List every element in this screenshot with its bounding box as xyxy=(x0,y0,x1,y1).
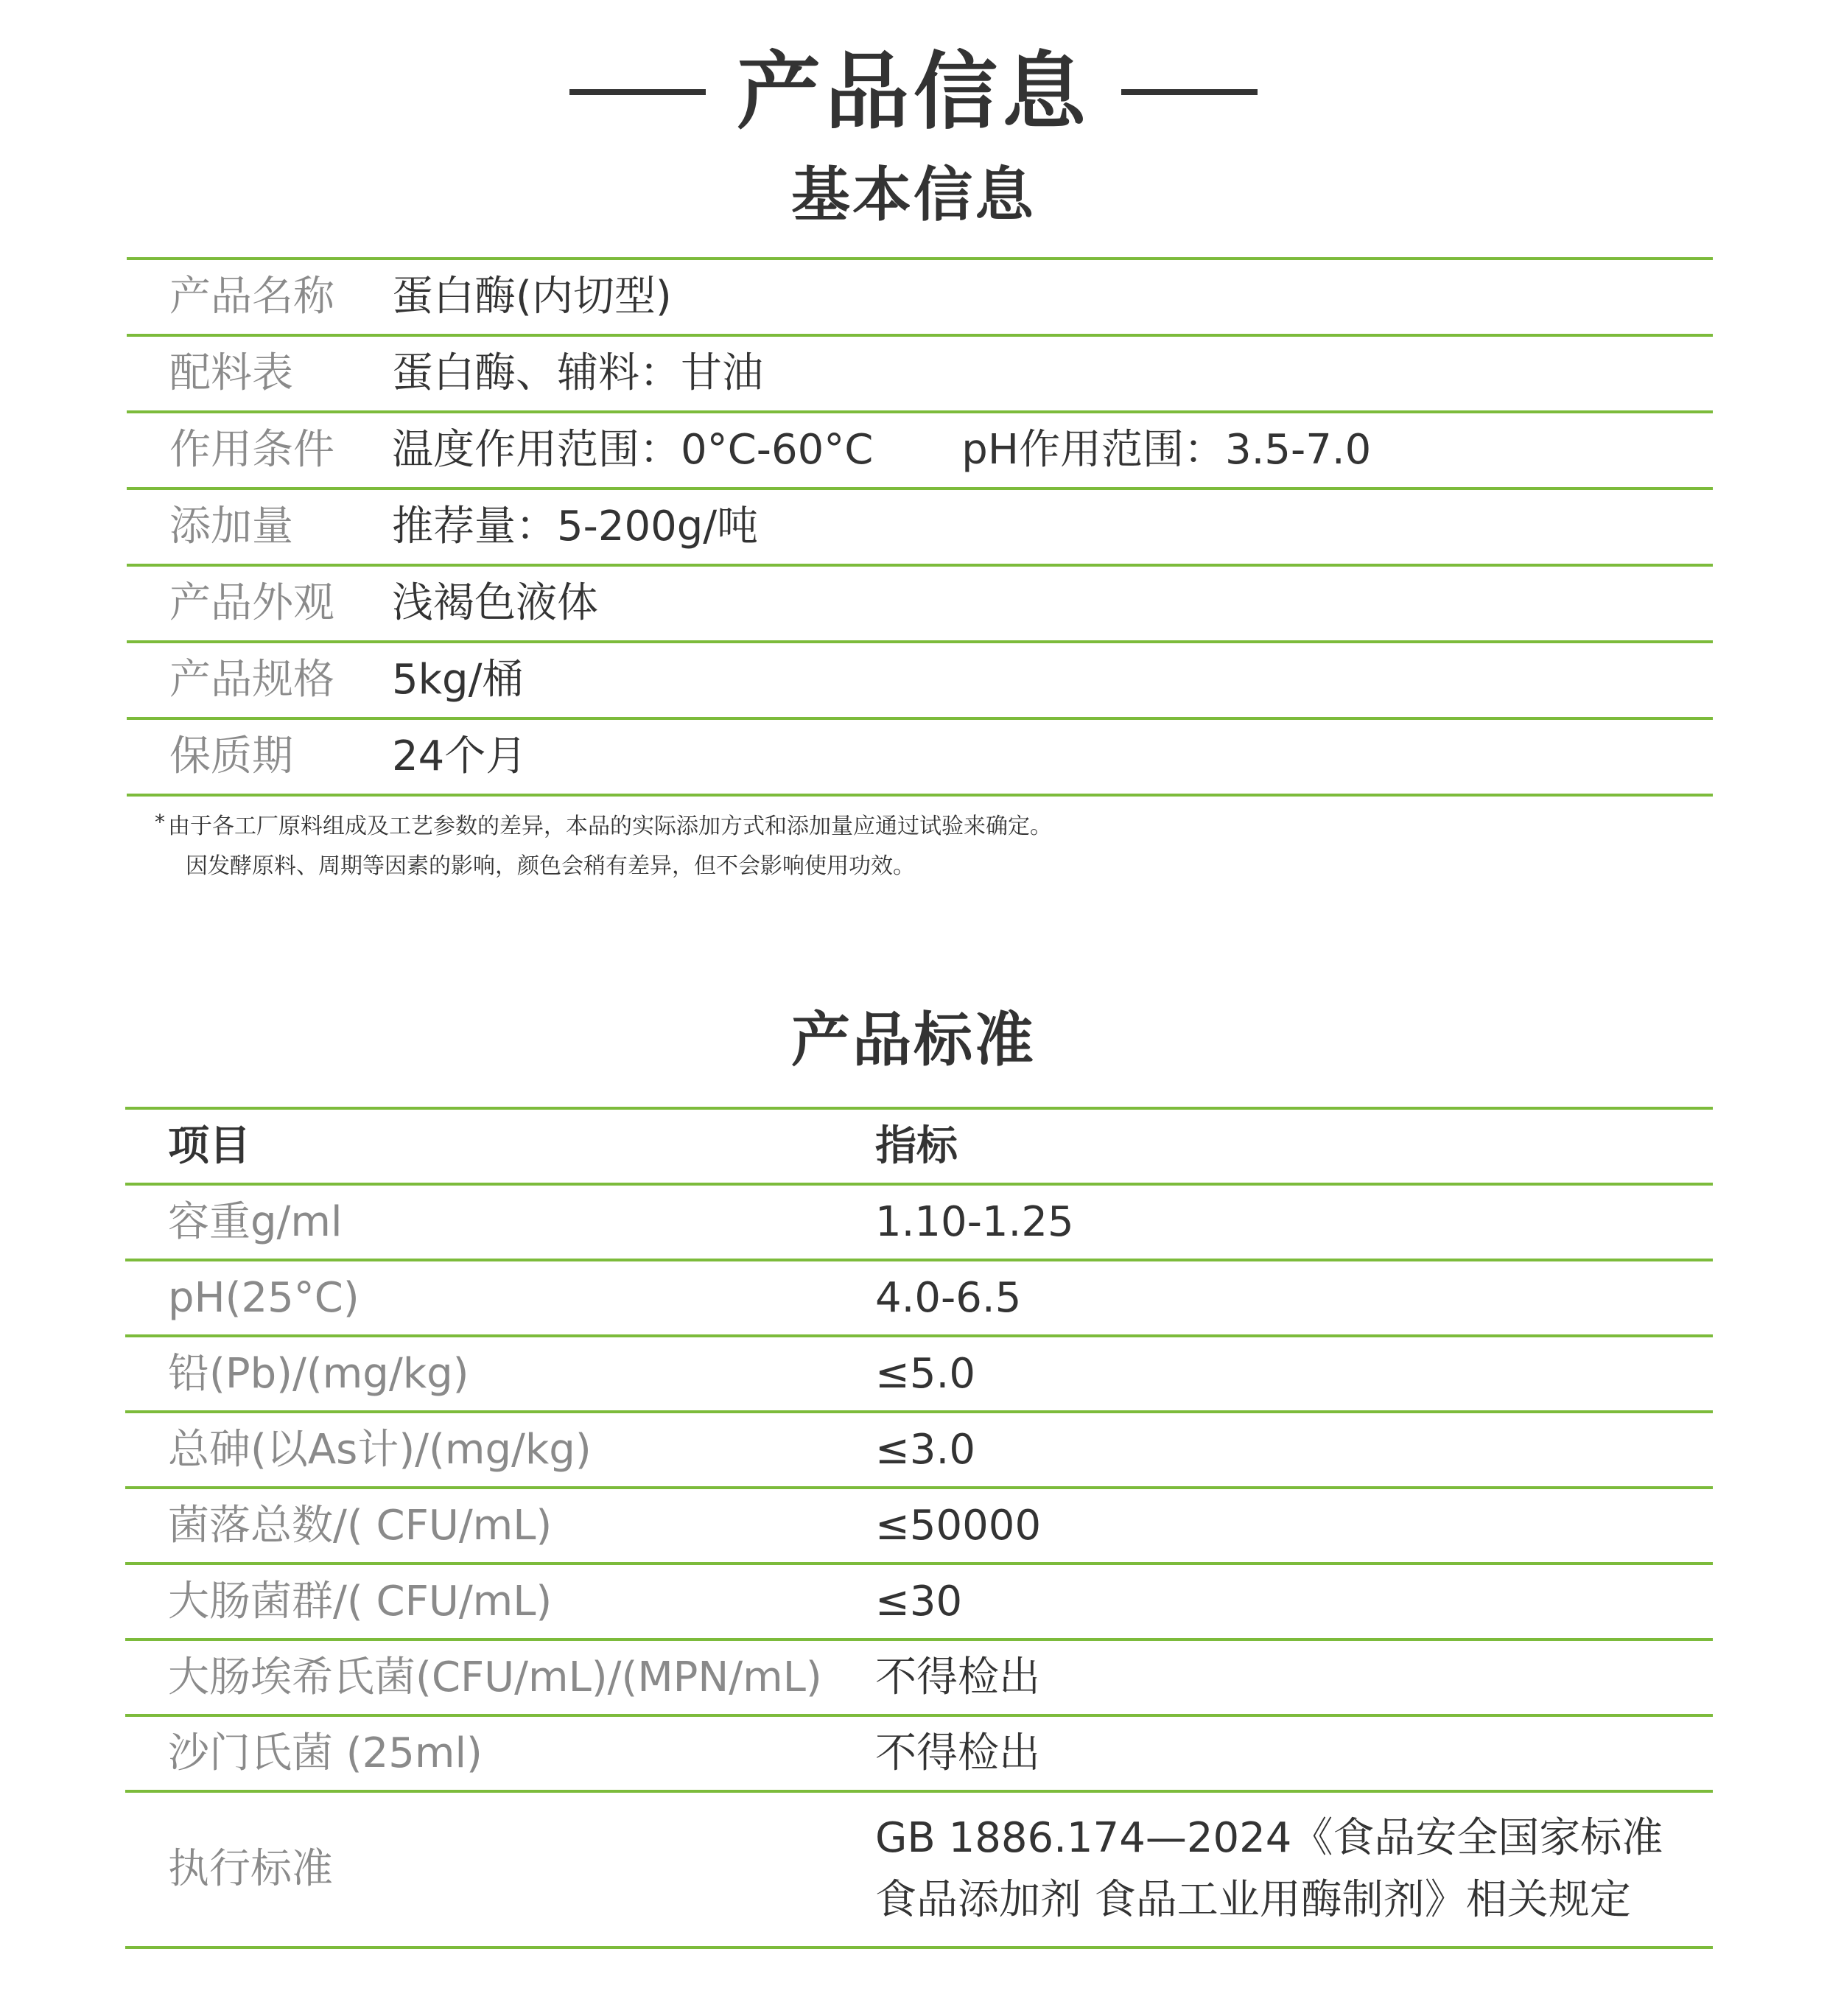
table-row xyxy=(127,335,1713,412)
title-dash-left xyxy=(569,89,706,95)
row-value: 5kg/桶 xyxy=(392,642,1713,718)
basic-info-title: 基本信息 xyxy=(791,161,1036,229)
title-dash-right xyxy=(1121,89,1258,95)
table-row xyxy=(125,1412,1713,1488)
exec-standard-line-1: GB 1886.174—2024《食品安全国家标准 xyxy=(875,1814,1663,1862)
table-row xyxy=(125,1715,1713,1791)
footnote-1 xyxy=(155,808,1715,846)
table-row xyxy=(125,1791,1713,1947)
value-cell: ≤3.0 xyxy=(875,1412,1713,1488)
row-value: 蛋白酶(内切型) xyxy=(392,259,1713,335)
item-cell: 菌落总数/( CFU/mL) xyxy=(125,1488,875,1564)
row-label: 保质期 xyxy=(127,718,392,795)
temperature-range: 温度作用范围：0°C-60°C xyxy=(392,426,874,475)
table-row xyxy=(127,642,1713,718)
item-cell: 大肠菌群/( CFU/mL) xyxy=(125,1564,875,1639)
main-title-text: 产品信息 xyxy=(736,43,1090,141)
row-label: 产品规格 xyxy=(127,642,392,718)
row-label: 添加量 xyxy=(127,489,392,565)
row-label: 产品外观 xyxy=(127,565,392,642)
table-row xyxy=(127,565,1713,642)
footnote-marker: * xyxy=(155,810,165,834)
table-row xyxy=(125,1260,1713,1336)
item-cell: 沙门氏菌 (25ml) xyxy=(125,1715,875,1791)
basic-info-table xyxy=(127,257,1713,797)
table-row xyxy=(127,718,1713,795)
table-row xyxy=(125,1564,1713,1639)
header-value: 指标 xyxy=(875,1108,1713,1184)
value-cell: ≤5.0 xyxy=(875,1336,1713,1412)
value-cell: 不得检出 xyxy=(875,1639,1713,1715)
value-cell: 不得检出 xyxy=(875,1715,1713,1791)
value-cell xyxy=(875,1791,1713,1947)
row-label: 作用条件 xyxy=(127,412,392,489)
row-value: 浅褐色液体 xyxy=(392,565,1713,642)
footnote-2: 因发酵原料、周期等因素的影响，颜色会稍有差异，但不会影响使用功效。 xyxy=(186,853,915,879)
header-item: 项目 xyxy=(125,1108,875,1184)
exec-standard-line-2: 食品添加剂 食品工业用酶制剂》相关规定 xyxy=(875,1876,1631,1924)
item-cell: 容重g/ml xyxy=(125,1184,875,1260)
value-cell: ≤50000 xyxy=(875,1488,1713,1564)
value-cell: ≤30 xyxy=(875,1564,1713,1639)
item-cell: pH(25°C) xyxy=(125,1260,875,1336)
table-header-row xyxy=(125,1108,1713,1184)
value-cell: 4.0-6.5 xyxy=(875,1260,1713,1336)
main-title xyxy=(0,29,1827,155)
item-cell: 总砷(以As计)/(mg/kg) xyxy=(125,1412,875,1488)
table-row xyxy=(125,1639,1713,1715)
ph-range: pH作用范围：3.5-7.0 xyxy=(961,426,1372,475)
row-label: 配料表 xyxy=(127,335,392,412)
row-value: 24个月 xyxy=(392,718,1713,795)
table-row xyxy=(127,259,1713,335)
row-value: 蛋白酶、辅料：甘油 xyxy=(392,335,1713,412)
standard-table xyxy=(125,1107,1713,1949)
item-cell: 执行标准 xyxy=(125,1791,875,1947)
value-cell: 1.10-1.25 xyxy=(875,1184,1713,1260)
item-cell: 大肠埃希氏菌(CFU/mL)/(MPN/mL) xyxy=(125,1639,875,1715)
table-row xyxy=(127,489,1713,565)
item-cell: 铅(Pb)/(mg/kg) xyxy=(125,1336,875,1412)
footnote-text-1: 由于各工厂原料组成及工艺参数的差异，本品的实际添加方式和添加量应通过试验来确定。 xyxy=(168,813,1052,839)
table-row xyxy=(125,1488,1713,1564)
row-value: 推荐量：5-200g/吨 xyxy=(392,489,1713,565)
row-value xyxy=(392,412,1713,489)
table-row xyxy=(125,1184,1713,1260)
table-row xyxy=(127,412,1713,489)
table-row xyxy=(125,1336,1713,1412)
standard-title: 产品标准 xyxy=(791,1006,1036,1074)
row-label: 产品名称 xyxy=(127,259,392,335)
